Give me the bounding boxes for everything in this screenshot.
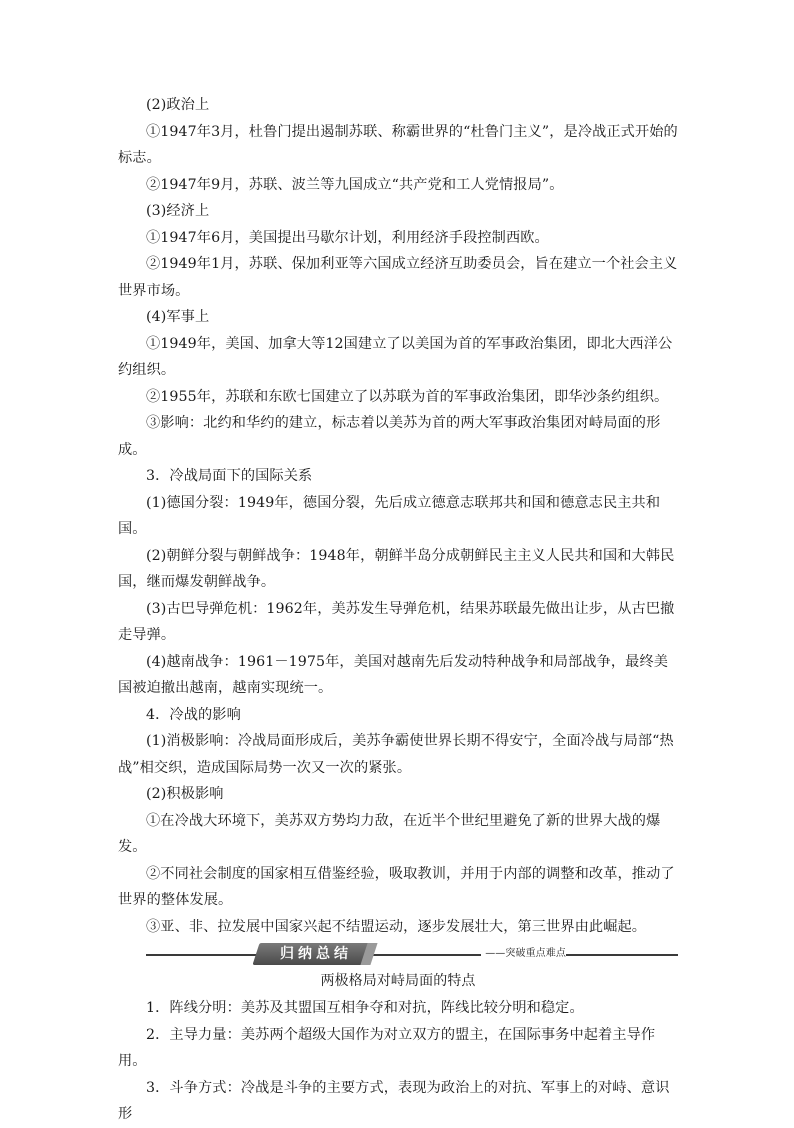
document-body bbox=[118, 92, 678, 1128]
paragraph: ③影响：北约和华约的建立，标志着以美苏为首的两大军事政治集团对峙局面的形成。 bbox=[118, 415, 661, 458]
paragraph: ②不同社会制度的国家相互借鉴经验，吸取教训，并用于内部的调整和改革，推动了世界的整体发展。 bbox=[118, 865, 675, 908]
banner-rule bbox=[146, 954, 678, 956]
paragraph: ②1949年1月，苏联、保加利亚等六国成立经济互助委员会，旨在建立一个社会主义世界市场。 bbox=[118, 256, 678, 299]
section-heading: 两极格局对峙局面的特点 bbox=[320, 973, 476, 989]
section-title-impact: 4．冷战的影响 bbox=[146, 706, 241, 723]
banner-subtitle: ——突破重点难点 bbox=[481, 946, 566, 962]
paragraph: (1)德国分裂：1949年，德国分裂，先后成立德意志联邦共和国和德意志民主共和国。 bbox=[118, 494, 661, 537]
paragraph: (3)古巴导弹危机：1962年，美苏发生导弹危机，结果苏联最先做出让步，从古巴撤走导弹。 bbox=[118, 600, 675, 643]
paragraph: (4)越南战争：1961－1975年，美国对越南先后发动特种战争和局部战争，最终美国被迫撤出越南，越南实现统一。 bbox=[118, 653, 669, 696]
paragraph: ①1947年3月，杜鲁门提出遏制苏联、称霸世界的“杜鲁门主义”，是冷战正式开始的标志。 bbox=[118, 123, 678, 166]
banner-title: 归纳总结 bbox=[280, 946, 352, 962]
paragraph: 3．斗争方式：冷战是斗争的主要方式，表现为政治上的对抗、军事上的对峙、意识形 bbox=[118, 1079, 670, 1122]
paragraph: ②1947年9月，苏联、波兰等九国成立“共产党和工人党情报局”。 bbox=[146, 176, 564, 193]
subheading-economic: (3)经济上 bbox=[146, 203, 210, 219]
subheading-military: (4)军事上 bbox=[146, 309, 210, 325]
paragraph: 1．阵线分明：美苏及其盟国互相争夺和对抗，阵线比较分明和稳定。 bbox=[146, 1000, 584, 1016]
subheading-positive-impact: (2)积极影响 bbox=[146, 786, 224, 802]
paragraph: ③亚、非、拉发展中国家兴起不结盟运动，逐步发展壮大，第三世界由此崛起。 bbox=[146, 918, 647, 935]
paragraph: ①1949年，美国、加拿大等12国建立了以美国为首的军事政治集团，即北大西洋公约组织。 bbox=[118, 335, 673, 378]
paragraph: (2)朝鲜分裂与朝鲜战争：1948年，朝鲜半岛分成朝鲜民主主义人民共和国和大韩民国，继而爆发朝鲜战争。 bbox=[118, 547, 675, 590]
paragraph: ①在冷战大环境下，美苏双方势均力敌，在近半个世纪里避免了新的世界大战的爆发。 bbox=[118, 812, 661, 855]
subheading-political: (2)政治上 bbox=[146, 97, 210, 113]
section-title-international-relations: 3．冷战局面下的国际关系 bbox=[146, 468, 313, 484]
paragraph: ①1947年6月，美国提出马歇尔计划，利用经济手段控制西欧。 bbox=[146, 229, 549, 246]
paragraph: ②1955年，苏联和东欧七国建立了以苏联为首的军事政治集团，即华沙条约组织。 bbox=[146, 388, 669, 405]
summary-banner bbox=[118, 943, 678, 965]
paragraph: (1)消极影响：冷战局面形成后，美苏争霸使世界长期不得安宁，全面冷战与局部“热战”相交织，造成国际局势一次又一次的紧张。 bbox=[118, 733, 674, 776]
paragraph: 2．主导力量：美苏两个超级大国作为对立双方的盟主，在国际事务中起着主导作用。 bbox=[118, 1026, 656, 1069]
